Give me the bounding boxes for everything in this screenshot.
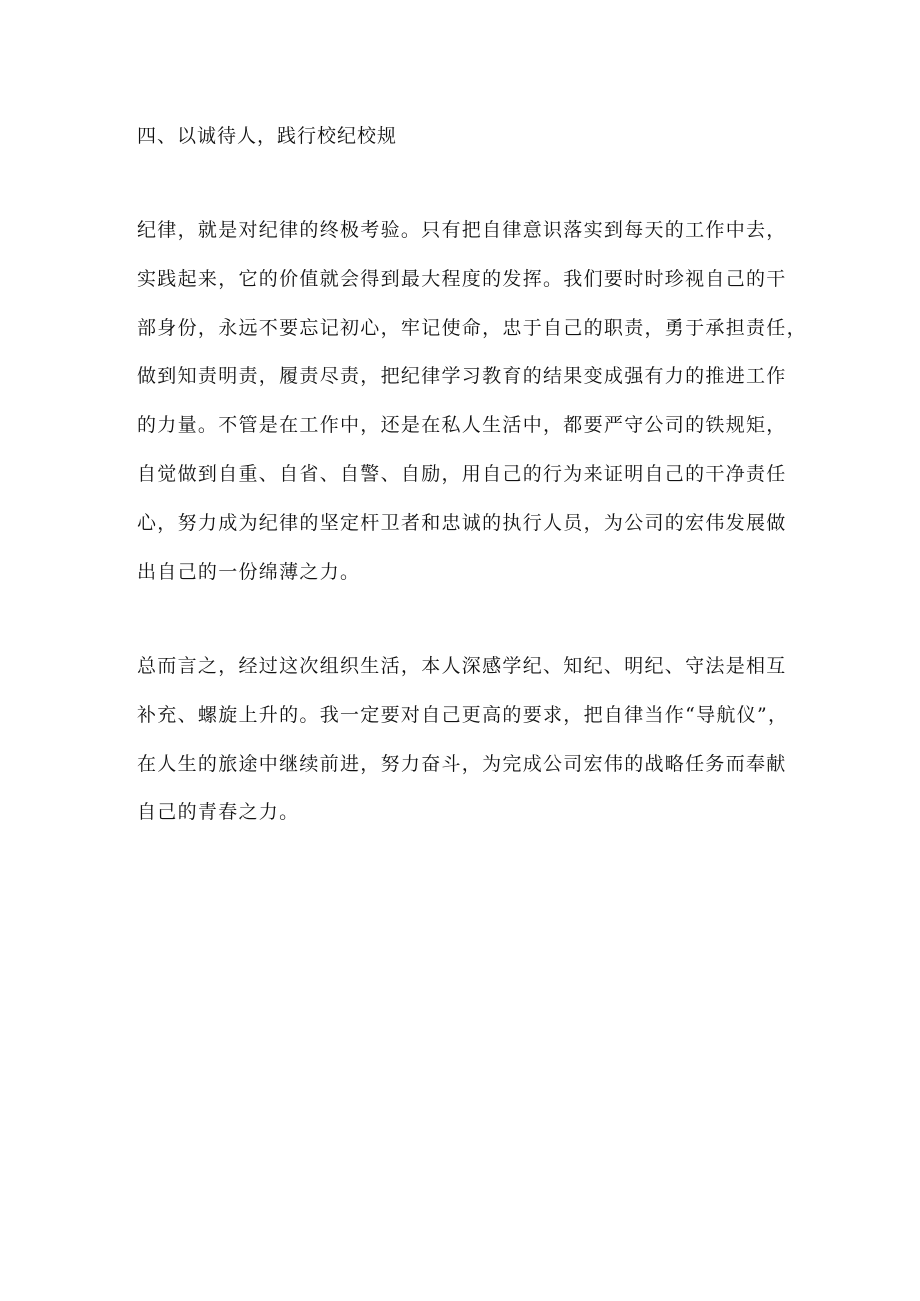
paragraph-line: 在人生的旅途中继续前进，努力奋斗，为完成公司宏伟的战略任务而奉献 xyxy=(137,752,787,775)
paragraph-line: 心，努力成为纪律的坚定杆卫者和忠诚的执行人员，为公司的宏伟发展做 xyxy=(137,511,787,534)
paragraph-line: 部身份，永远不要忘记初心，牢记使命，忠于自己的职责，勇于承担责任， xyxy=(137,316,807,339)
paragraph-discipline xyxy=(137,216,807,606)
paragraph-line: 自觉做到自重、自省、自警、自励，用自己的行为来证明自己的干净责任 xyxy=(137,462,787,485)
section-heading: 四、以诚待人，践行校纪校规 xyxy=(137,125,398,147)
paragraph-line: 补充、螺旋上升的。我一定要对自己更高的要求，把自律当作“导航仪”， xyxy=(137,703,789,726)
paragraph-summary xyxy=(137,652,797,847)
paragraph-line: 做到知责明责，履责尽责，把纪律学习教育的结果变成强有力的推进工作 xyxy=(137,365,787,388)
paragraph-line: 出自己的一份绵薄之力。 xyxy=(137,560,361,583)
paragraph-line: 总而言之，经过这次组织生活，本人深感学纪、知纪、明纪、守法是相互 xyxy=(137,655,787,677)
paragraph-line: 的力量。不管是在工作中，还是在私人生活中，都要严守公司的铁规矩， xyxy=(137,414,787,437)
paragraph-line: 自己的青春之力。 xyxy=(137,801,300,824)
paragraph-line: 纪律，就是对纪律的终极考验。只有把自律意识落实到每天的工作中去， xyxy=(137,219,787,241)
paragraph-line: 实践起来，它的价值就会得到最大程度的发挥。我们要时时珍视自己的干 xyxy=(137,267,787,290)
